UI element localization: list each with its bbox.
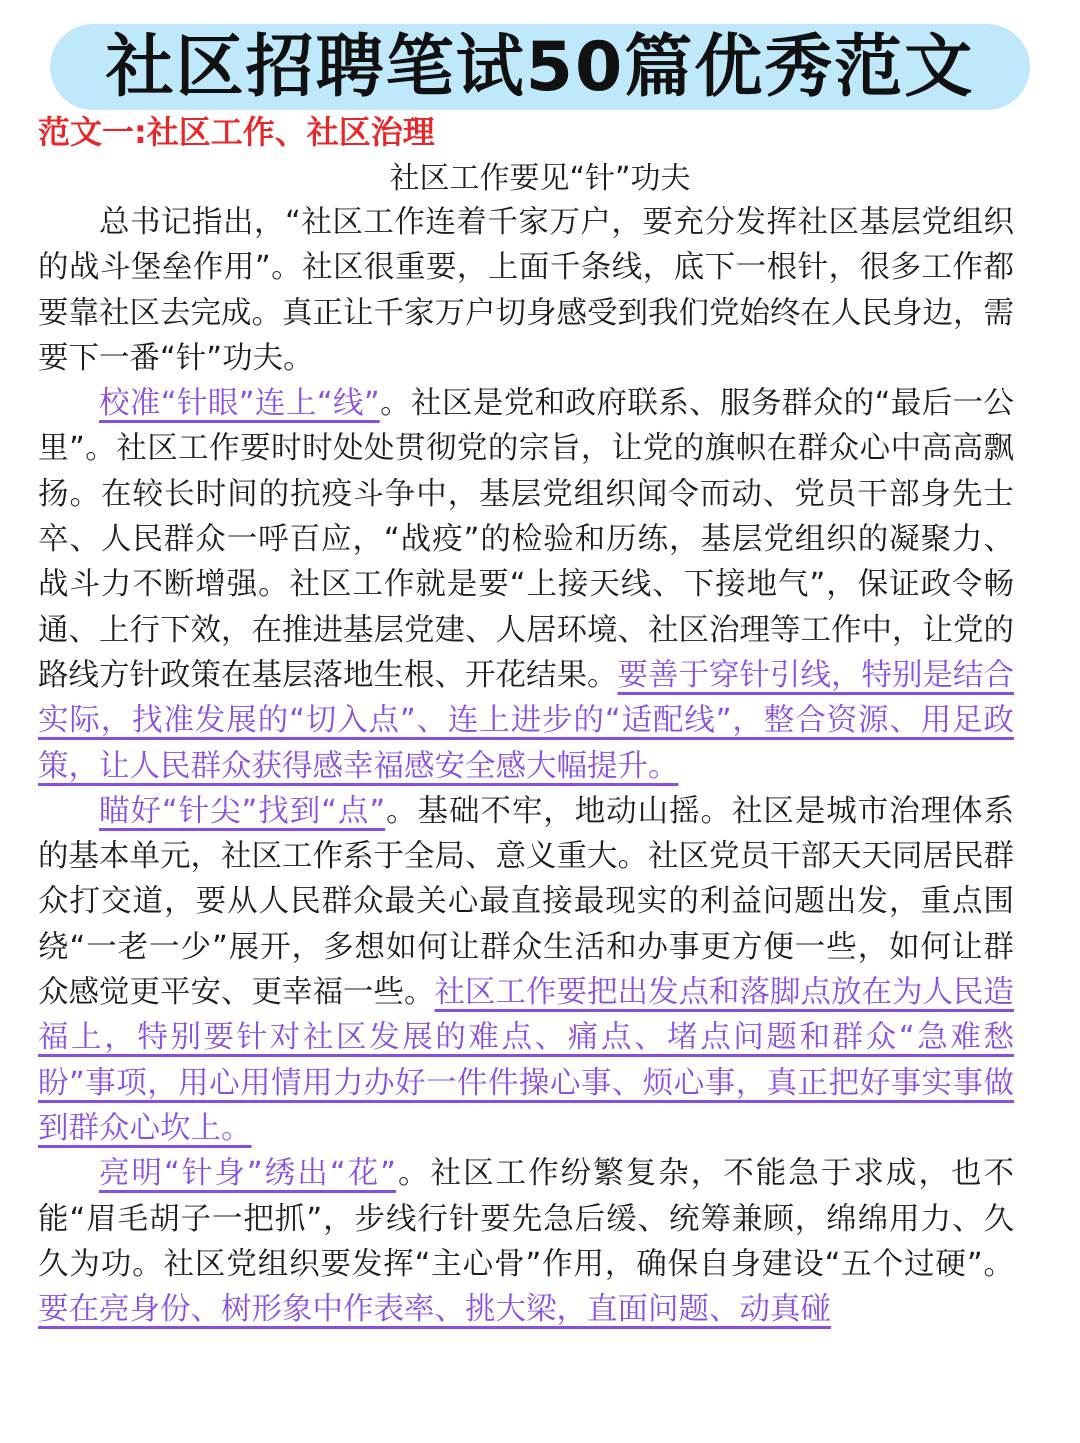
subheading-link: 校准“针眼”连上“线”: [99, 386, 380, 422]
highlighted-sentence: 要善于穿针引线，特别是结合实际，找准发展的“切入点”、连上进步的“适配线”，整合资源、用足政策，让人民群众获得感幸福感安全感大幅提升。: [38, 657, 1014, 784]
subheading-link: 亮明“针身”绣出“花”: [99, 1156, 396, 1192]
paragraph-text: 。社区是党和政府联系、服务群众的“最后一公里”。社区工作要时时处处贯彻党的宗旨，让党的旗帜在群众心中高高飘扬。在较长时间的抗疫斗争中，基层党组织闻令而动、党员干部身先士卒、人民群众一呼百应，“战疫”的检验和历练，基层党组织的凝聚力、战斗力不断增强。社区工作就是要“上接天线、下接地气”，保证政令畅通、上行下效，在推进基层党建、人居环境、社区治理等工作中，让党的路线方针政策在基层落地生根、开花结果。: [38, 386, 1014, 693]
paragraph-4: [38, 1151, 1014, 1332]
section-heading: 范文一:社区工作、社区治理: [38, 113, 435, 151]
page-title: 社区招聘笔试50篇优秀范文: [105, 28, 975, 107]
paragraph-3: [38, 789, 1014, 1151]
paragraph-text: 。社区工作纷繁复杂，不能急于求成，也不能“眉毛胡子一把抓”，步线行针要先急后缓、统筹兼顾，绵绵用力、久久为功。社区党组织要发挥“主心骨”作用，确保自身建设“五个过硬”。: [38, 1156, 1014, 1282]
highlighted-sentence: 要在亮身份、树形象中作表率、挑大梁，直面问题、动真碰: [38, 1292, 831, 1328]
article-body: [38, 200, 1014, 1332]
article-title: 社区工作要见“针”功夫: [389, 161, 691, 196]
paragraph-2: [38, 381, 1014, 789]
subheading-link: 瞄好“针尖”找到“点”: [99, 793, 386, 829]
paragraph-text: 。基础不牢，地动山摇。社区是城市治理体系的基本单元，社区工作系于全局、意义重大。社区党员干部天天同居民群众打交道，要从人民群众最关心最直接最现实的利益问题出发，重点围绕“一老一少”展开，多想如何让群众生活和办事更方便一些，如何让群众感觉更平安、更幸福一些。: [38, 793, 1014, 1011]
paragraph-1: 总书记指出，“社区工作连着千家万户，要充分发挥社区基层党组织的战斗堡垒作用”。社区很重要，上面千条线，底下一根针，很多工作都要靠社区去完成。真正让千家万户切身感受到我们党始终在人民身边，需要下一番“针”功夫。: [38, 205, 1014, 376]
highlighted-sentence: 社区工作要把出发点和落脚点放在为人民造福上，特别要针对社区发展的难点、痛点、堵点问题和群众“急难愁盼”事项，用心用情用力办好一件件操心事、烦心事，真正把好事实事做到群众心坎上。: [38, 975, 1014, 1146]
